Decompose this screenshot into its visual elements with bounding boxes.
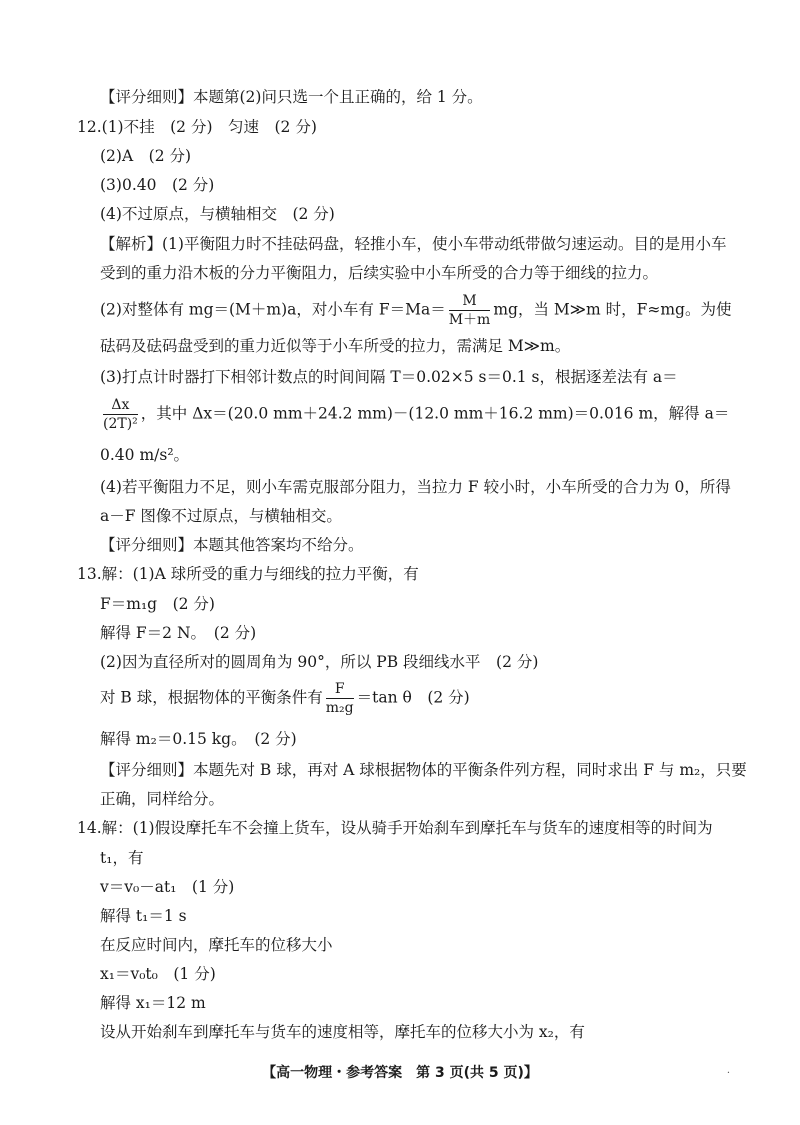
q14-solution-line: 设从开始刹车到摩托车与货车的速度相等，摩托车的位移大小为 x₂，有 bbox=[100, 1023, 585, 1041]
q12-analysis-formula-line bbox=[100, 398, 729, 431]
q13-formula-line bbox=[100, 682, 470, 715]
q12-part1-answer: 12.(1)不挂 (2 分) 匀速 (2 分) bbox=[77, 118, 317, 136]
fraction-denominator: (2T)² bbox=[103, 416, 138, 432]
formula-text: 对 B 球，根据物体的平衡条件有 bbox=[100, 688, 323, 707]
fraction-numerator: Δx bbox=[103, 398, 138, 415]
fraction-numerator: F bbox=[326, 682, 354, 699]
q12-analysis-line: 【解析】(1)平衡阻力时不挂砝码盘，轻推小车，使小车带动纸带做匀速运动。目的是用小车 bbox=[100, 235, 727, 253]
formula-text: ，其中 Δx＝(20.0 mm＋24.2 mm)－(12.0 mm＋16.2 mm)＝0.016 m，解得 a＝ bbox=[140, 404, 730, 423]
fraction-dx-over-2t-squared bbox=[103, 398, 138, 431]
q13-solution-line: 解得 m₂＝0.15 kg。 (2 分) bbox=[100, 730, 297, 748]
q13-solution-line: F＝m₁g (2 分) bbox=[100, 595, 215, 613]
fraction-numerator: M bbox=[449, 294, 491, 311]
q12-part2-answer: (2)A (2 分) bbox=[100, 147, 192, 165]
q14-solution-line: x₁＝v₀t₀ (1 分) bbox=[100, 965, 216, 983]
scoring-note-q11: 【评分细则】本题第(2)问只选一个且正确的，给 1 分。 bbox=[100, 88, 483, 106]
q12-analysis-line: (4)若平衡阻力不足，则小车需克服部分阻力，当拉力 F 较小时，小车所受的合力为 0，所得 bbox=[100, 478, 731, 496]
scoring-note-q13: 正确，同样给分。 bbox=[100, 790, 225, 808]
formula-text: mg，当 M≫m 时，F≈mg。为使 bbox=[493, 300, 732, 319]
q14-solution-line: 解得 t₁＝1 s bbox=[100, 907, 187, 925]
q13-solution-line: (2)因为直径所对的圆周角为 90°，所以 PB 段细线水平 (2 分) bbox=[100, 653, 539, 671]
scoring-note-q13: 【评分细则】本题先对 B 球，再对 A 球根据物体的平衡条件列方程，同时求出 F 与 m₂，只要 bbox=[100, 761, 747, 779]
fraction-denominator: M＋m bbox=[448, 312, 491, 328]
q12-analysis-formula-line bbox=[100, 294, 731, 327]
q12-analysis-line: 0.40 m/s²。 bbox=[100, 446, 190, 464]
q14-solution-line: v＝v₀－at₁ (1 分) bbox=[100, 878, 235, 896]
q12-part4-answer: (4)不过原点，与横轴相交 (2 分) bbox=[100, 205, 335, 223]
q12-analysis-line: a－F 图像不过原点，与横轴相交。 bbox=[100, 507, 342, 525]
q14-solution-line: t₁，有 bbox=[100, 849, 144, 867]
q12-part3-answer: (3)0.40 (2 分) bbox=[100, 176, 215, 194]
corner-mark: · bbox=[726, 1068, 730, 1079]
fraction-f-over-m2g bbox=[326, 682, 354, 715]
formula-text: ＝tan θ (2 分) bbox=[356, 688, 470, 707]
q12-analysis-line: 砝码及砝码盘受到的重力近似等于小车所受的拉力，需满足 M≫m。 bbox=[100, 337, 571, 355]
q12-analysis-line: (3)打点计时器打下相邻计数点的时间间隔 T＝0.02×5 s＝0.1 s，根据逐差法有 a＝ bbox=[100, 368, 678, 386]
q14-solution-line: 在反应时间内，摩托车的位移大小 bbox=[100, 936, 333, 954]
q13-solution-line: 解得 F＝2 N。 (2 分) bbox=[100, 624, 257, 642]
page-footer: 【高一物理・参考答案 第 3 页(共 5 页)】 bbox=[262, 1065, 538, 1081]
q14-solution-line: 解得 x₁＝12 m bbox=[100, 994, 206, 1012]
q12-analysis-line: 受到的重力沿木板的分力平衡阻力，后续实验中小车所受的合力等于细线的拉力。 bbox=[100, 264, 659, 282]
fraction-denominator: m₂g bbox=[325, 700, 354, 716]
q13-solution-line: 13.解：(1)A 球所受的重力与细线的拉力平衡，有 bbox=[77, 565, 419, 583]
q14-solution-line: 14.解：(1)假设摩托车不会撞上货车，设从骑手开始刹车到摩托车与货车的速度相等的时间为 bbox=[77, 819, 713, 837]
scoring-note-q12: 【评分细则】本题其他答案均不给分。 bbox=[100, 536, 364, 554]
fraction-m-over-mplusm bbox=[449, 294, 491, 327]
formula-text: (2)对整体有 mg＝(M＋m)a，对小车有 F＝Ma＝ bbox=[100, 300, 446, 319]
